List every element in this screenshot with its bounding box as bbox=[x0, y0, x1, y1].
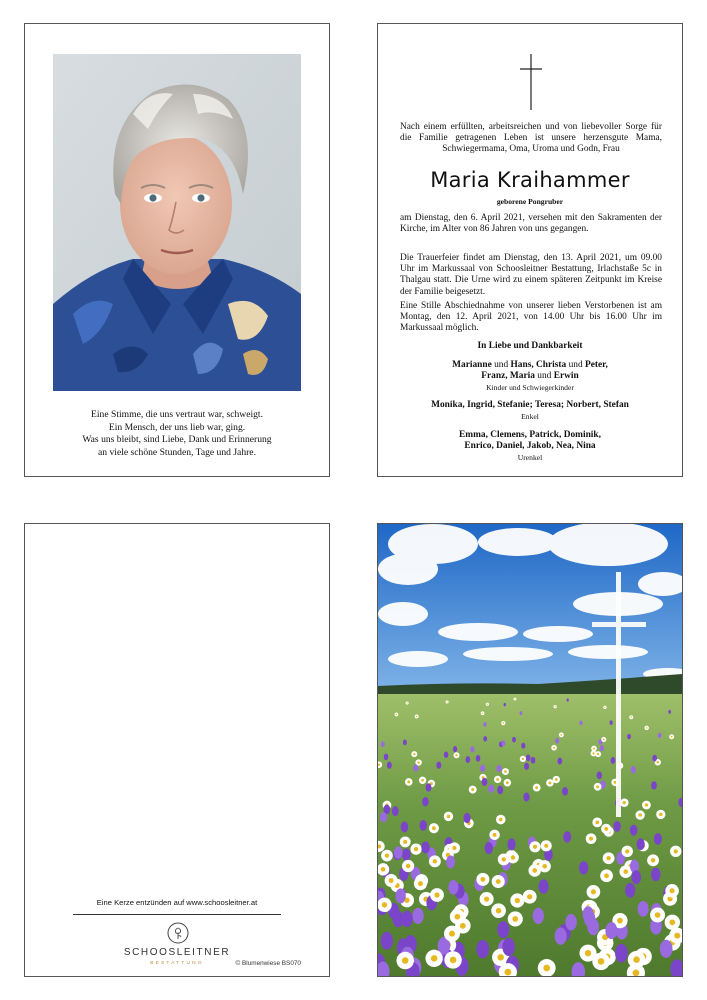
great-grandchildren-line-2: Enrico, Daniel, Jakob, Nea, Nina bbox=[464, 441, 596, 451]
closing-phrase: In Liebe und Dankbarkeit bbox=[477, 341, 583, 351]
rose-logo-icon bbox=[167, 922, 189, 944]
farewell-paragraph: Eine Stille Abschiednahme von unserer lieben Verstorbenen ist am Montag, den 12. April 2021, von 14.00 Uhr bis 16.00 Uhr im Markussaal möglich. bbox=[400, 301, 662, 334]
death-paragraph: am Dienstag, den 6. April 2021, versehen mit den Sakramenten der Kirche, im Alter von 86 Jahren von uns gegangen. bbox=[400, 213, 662, 235]
portrait-photo bbox=[53, 54, 301, 391]
brand-name: SCHOOSLEITNER bbox=[123, 947, 231, 958]
grandchildren-names: Monika, Ingrid, Stefanie; Teresa; Norbert, Stefan bbox=[431, 400, 629, 410]
poem-line: Was uns bleibt, sind Liebe, Dank und Erinnerung bbox=[82, 434, 272, 446]
meadow-image-panel bbox=[377, 523, 683, 977]
meadow-cross-image bbox=[378, 524, 682, 976]
portrait-panel bbox=[24, 23, 330, 477]
funeral-paragraph: Die Trauerfeier findet am Dienstag, den 13. April 2021, um 09.00 Uhr im Markussaal von Schoosleitner Bestattung, Irlachstaße 5c in Thalgau statt. Die Urne wird zu einem späteren Zeitpunkt im Kreise der Familie beigesetzt. bbox=[400, 253, 662, 297]
poem-line: an viele schöne Stunden, Tage und Jahre. bbox=[98, 446, 256, 458]
memorial-poem bbox=[35, 409, 319, 459]
great-grandchildren-line-1: Emma, Clemens, Patrick, Dominik, bbox=[459, 430, 601, 440]
intro-text: Nach einem erfüllten, arbeitsreichen und von liebevoller Sorge für die Familie getragenen Leben ist unsere herzensgute Mama, Schwiegermama, Oma, Uroma und Godn, Frau bbox=[400, 122, 662, 155]
brand-subtitle: BESTATTUNG bbox=[150, 961, 204, 966]
candle-link-text[interactable]: Eine Kerze entzünden auf www.schoosleitner.at bbox=[96, 898, 258, 907]
great-grandchildren-label: Urenkel bbox=[517, 453, 543, 462]
cross-icon bbox=[520, 54, 542, 110]
divider bbox=[73, 914, 281, 915]
obituary-text-panel bbox=[377, 23, 683, 477]
children-line-1: Marianne und Hans, Christa und Peter, bbox=[452, 360, 608, 370]
grandchildren-label: Enkel bbox=[521, 412, 539, 421]
poem-line: Ein Mensch, der uns lieb war, ging. bbox=[108, 421, 246, 433]
poem-line: Eine Stimme, die uns vertraut war, schweigt. bbox=[91, 409, 263, 420]
deceased-name: Maria Kraihammer bbox=[430, 168, 630, 192]
children-line-2: Franz, Maria und Erwin bbox=[481, 371, 579, 381]
copyright-text: © Blumenwiese BS070 bbox=[235, 960, 301, 967]
portrait-image bbox=[53, 54, 301, 391]
birth-name: geborene Pongruber bbox=[496, 197, 564, 206]
back-panel bbox=[24, 523, 330, 977]
children-label: Kinder und Schwiegerkinder bbox=[486, 383, 574, 392]
